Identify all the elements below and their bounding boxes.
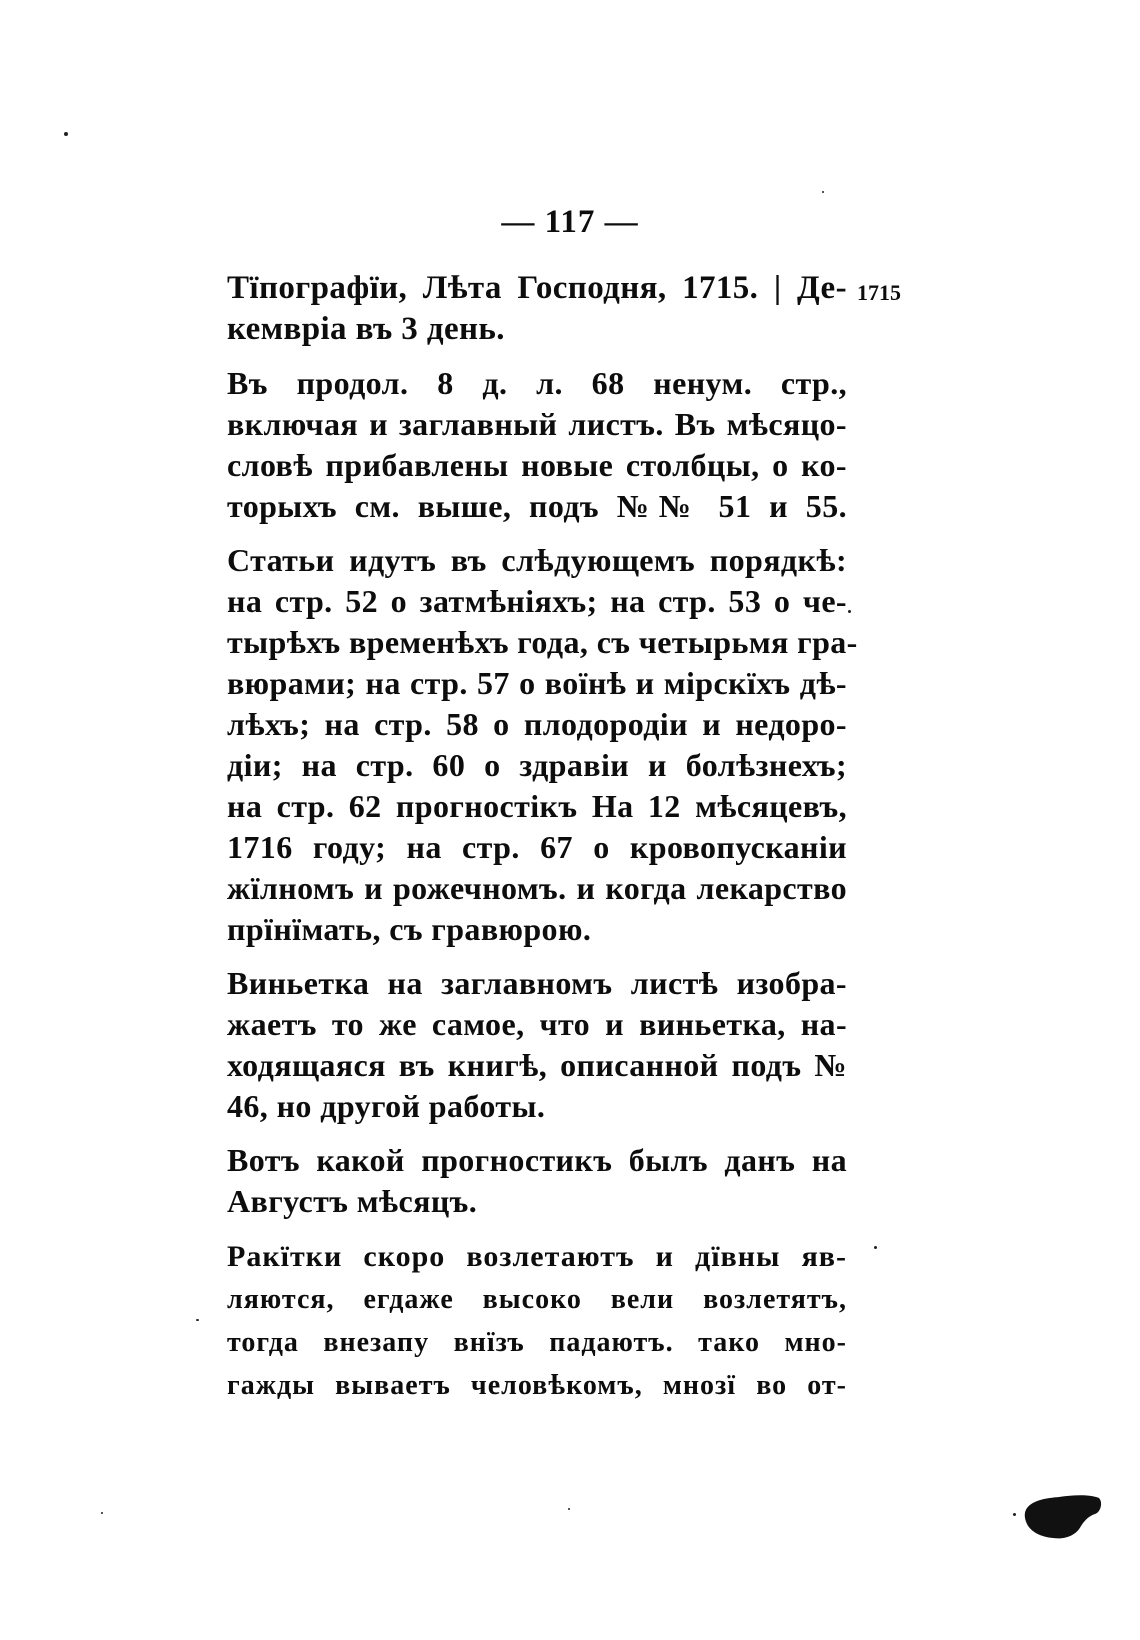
text-line: Ракїтки скоро возлетаютъ и дївны яв- [227,1240,847,1273]
text-line: Тїпографїи, Лѣта Господня, 1715. | Де- [227,270,847,306]
paragraph-prognostic-intro [227,1140,847,1222]
ink-blot-mark [1023,1492,1103,1542]
text-line: на стр. 62 прогностікъ На 12 мѣсяцевъ, [227,788,847,824]
text-line: торыхъ см. выше, подъ №№ 51 и 55. [227,488,847,524]
scan-speck [848,610,851,613]
paragraph-prognostic-quote [227,1235,847,1407]
text-line: гажды вываетъ человѣкомъ, мнозї во от- [227,1370,847,1401]
text-line: Въ продол. 8 д. л. 68 ненум. стр., [227,365,847,401]
paragraph-contents [227,540,858,950]
scan-speck [1013,1513,1016,1516]
text-line: Вотъ какой прогностикъ былъ данъ на [227,1142,847,1178]
text-line: прїнїмать, съ гравюрою. [227,911,592,947]
scan-speck [822,191,824,193]
body-text [227,268,858,1420]
text-line: кемвріа въ 3 день. [227,311,505,347]
scan-speck [874,1246,877,1249]
text-line: Статьи идутъ въ слѣдующемъ порядкѣ: [227,542,847,578]
scan-speck [196,1319,199,1321]
text-line: Августъ мѣсяцъ. [227,1183,478,1219]
text-line: жаетъ то же самое, что и виньетка, на- [227,1006,847,1042]
text-line: 46, но другой работы. [227,1088,546,1124]
text-line: ходящаяся въ книгѣ, описанной подъ № [227,1047,847,1083]
text-line: лѣхъ; на стр. 58 о плодородіи и недоро- [227,706,847,742]
paragraph-format [227,363,847,527]
scan-speck [101,1512,103,1514]
text-line: Виньетка на заглавномъ листѣ изобра- [227,965,847,1001]
text-line: тогда внезапу внїзъ падаютъ. тако мно- [227,1327,847,1358]
scan-speck [568,1508,570,1510]
text-line: вюрами; на стр. 57 о воїнѣ и мірскїхъ дѣ- [227,665,847,701]
text-line: тырѣхъ временѣхъ года, съ четырьмя гра- [227,624,858,660]
paragraph-vignette [227,963,847,1127]
text-line: жїлномъ и рожечномъ. и когда лекарство [227,870,847,906]
text-line: ляются, егдаже высоко вели возлетятъ, [227,1284,847,1315]
paragraph-title-continuation [227,268,847,350]
scan-speck [64,132,68,136]
margin-note-year: 1715 [857,280,901,305]
text-line: включая и заглавный листъ. Въ мѣсяцо- [227,406,847,442]
text-line: словѣ прибавлены новые столбцы, о ко- [227,447,847,483]
text-line: 1716 году; на стр. 67 о кровопусканіи [227,829,847,865]
text-line: діи; на стр. 60 о здравіи и болѣзнехъ; [227,747,847,783]
text-line: на стр. 52 о затмѣніяхъ; на стр. 53 о че- [227,583,847,619]
page-number: — 117 — [501,204,639,240]
